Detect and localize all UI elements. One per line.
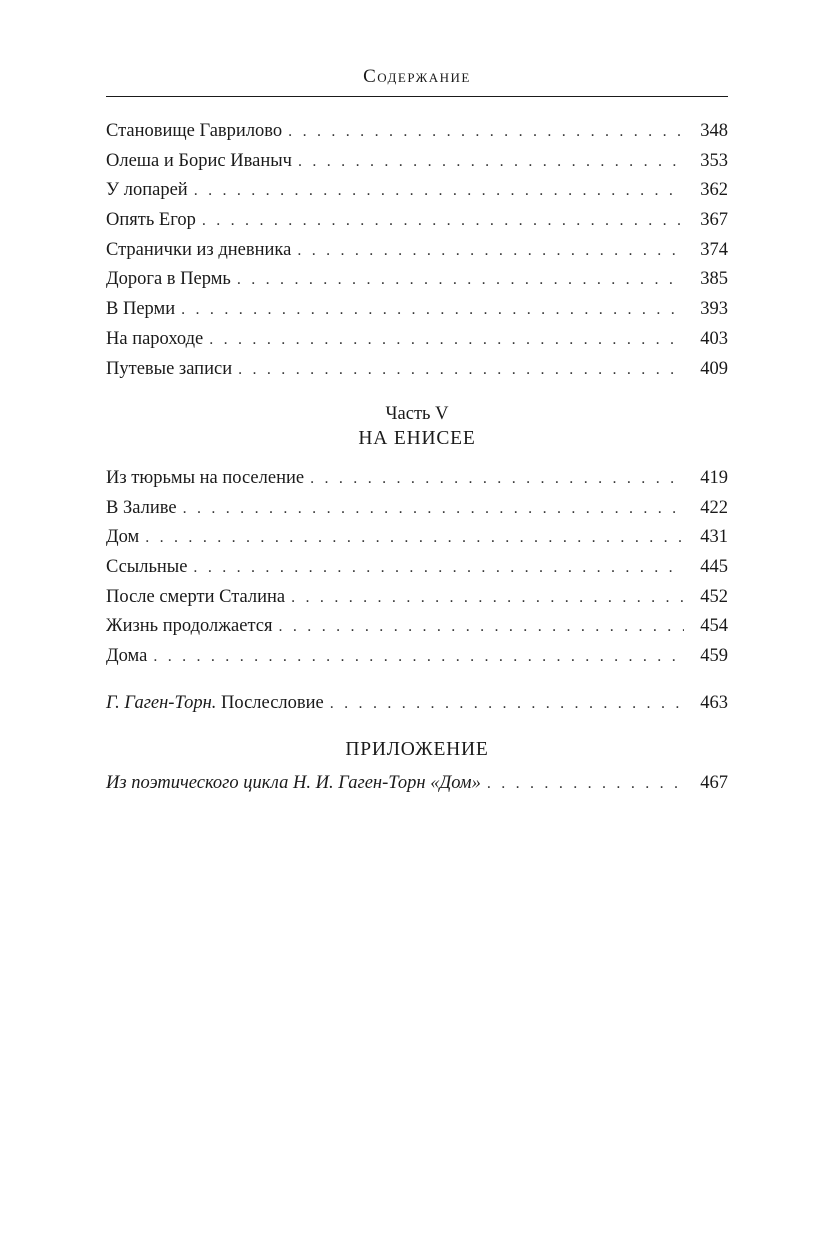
dot-leader: [310, 464, 684, 494]
toc-entry[interactable]: [106, 355, 728, 385]
toc-entry-page: 393: [700, 299, 728, 320]
toc-entry-page: 459: [700, 646, 728, 667]
toc-entry-page: 353: [700, 150, 728, 171]
toc-entry[interactable]: [106, 117, 728, 147]
dot-leader: [193, 553, 684, 583]
dot-leader: [487, 769, 684, 799]
toc-entry-page: 419: [700, 468, 728, 488]
toc-entry-page: 467: [700, 773, 728, 793]
toc-group-1: [106, 117, 728, 384]
toc-entry[interactable]: [106, 176, 728, 206]
dot-leader: [194, 176, 684, 206]
toc-entry[interactable]: [106, 553, 728, 583]
toc-afterword: [106, 689, 728, 719]
toc-entry-title: Дом: [106, 527, 140, 548]
toc-entry-title: Дорога в Пермь: [106, 269, 231, 290]
dot-leader: [279, 612, 685, 642]
toc-entry[interactable]: [106, 236, 728, 266]
dot-leader: [291, 583, 684, 613]
toc-entry-title: Странички из дневника: [106, 239, 292, 260]
toc-entry[interactable]: [106, 494, 728, 524]
toc-entry-title: После смерти Сталина: [106, 586, 286, 607]
toc-entry-title: В Заливе: [106, 497, 177, 518]
toc-entry-page: 452: [700, 586, 728, 607]
dot-leader: [297, 236, 684, 266]
toc-entry-page: 385: [700, 269, 728, 290]
dot-leader: [298, 147, 684, 177]
toc-entry-title: Из тюрьмы на поселение: [106, 468, 305, 488]
dot-leader: [237, 265, 684, 295]
appendix-heading: ПРИЛОЖЕНИЕ: [345, 739, 489, 760]
toc-entry-title: Дома: [106, 646, 148, 667]
toc-entry-title: [106, 689, 330, 719]
toc-entry-title: Ссыльные: [106, 557, 188, 578]
toc-entry[interactable]: [106, 295, 728, 325]
toc-entry-appendix[interactable]: [106, 769, 728, 799]
dot-leader: [330, 689, 684, 719]
toc-entry-title: [106, 769, 487, 799]
running-head: Содержание: [363, 66, 471, 87]
toc-entry[interactable]: [106, 265, 728, 295]
toc-appendix: [106, 769, 728, 799]
dot-leader: [209, 325, 684, 355]
toc-entry-page: 403: [700, 328, 728, 349]
dot-leader: [288, 117, 684, 147]
toc-entry-title: Жизнь продолжается: [106, 616, 273, 637]
toc-entry[interactable]: [106, 583, 728, 613]
afterword-title: Послесловие: [221, 693, 324, 713]
toc-entry-page: 431: [700, 527, 728, 548]
toc-entry-title: Олеша и Борис Иваныч: [106, 150, 292, 171]
header-rule: [106, 96, 728, 97]
toc-entry-title: Становище Гаврилово: [106, 121, 283, 141]
dot-leader: [145, 523, 684, 553]
toc-entry-page: 367: [700, 210, 728, 231]
appendix-title: Из поэтического цикла Н. И. Гаген-Торн «Дом»: [106, 773, 481, 793]
toc-entry-page: 409: [700, 358, 728, 379]
toc-entry-page: 362: [700, 180, 728, 201]
dot-leader: [181, 295, 684, 325]
toc-entry-title: Опять Егор: [106, 210, 196, 231]
dot-leader: [202, 206, 684, 236]
toc-entry-page: 454: [700, 616, 728, 637]
toc-entry-page: 445: [700, 557, 728, 578]
toc-entry[interactable]: [106, 464, 728, 494]
dot-leader: [238, 355, 684, 385]
toc-entry[interactable]: [106, 206, 728, 236]
toc-entry-title: На пароходе: [106, 328, 204, 349]
afterword-author: Г. Гаген-Торн.: [106, 693, 217, 713]
toc-entry[interactable]: [106, 325, 728, 355]
dot-leader: [183, 494, 684, 524]
toc-entry[interactable]: [106, 147, 728, 177]
toc-entry-page: 463: [700, 693, 728, 713]
toc-entry[interactable]: [106, 642, 728, 672]
toc-entry-title: В Перми: [106, 299, 176, 320]
toc-entry-title: У лопарей: [106, 180, 188, 201]
toc-entry[interactable]: [106, 523, 728, 553]
toc-entry-title: Путевые записи: [106, 358, 233, 379]
toc-entry-page: 348: [700, 121, 728, 141]
part-label: Часть V: [385, 404, 449, 424]
dot-leader: [153, 642, 684, 672]
toc-group-2: [106, 464, 728, 672]
toc-entry-afterword[interactable]: [106, 689, 728, 719]
toc-entry[interactable]: [106, 612, 728, 642]
toc-entry-page: 422: [700, 497, 728, 518]
toc-entry-page: 374: [700, 239, 728, 260]
part-title: НА ЕНИСЕЕ: [358, 428, 476, 449]
